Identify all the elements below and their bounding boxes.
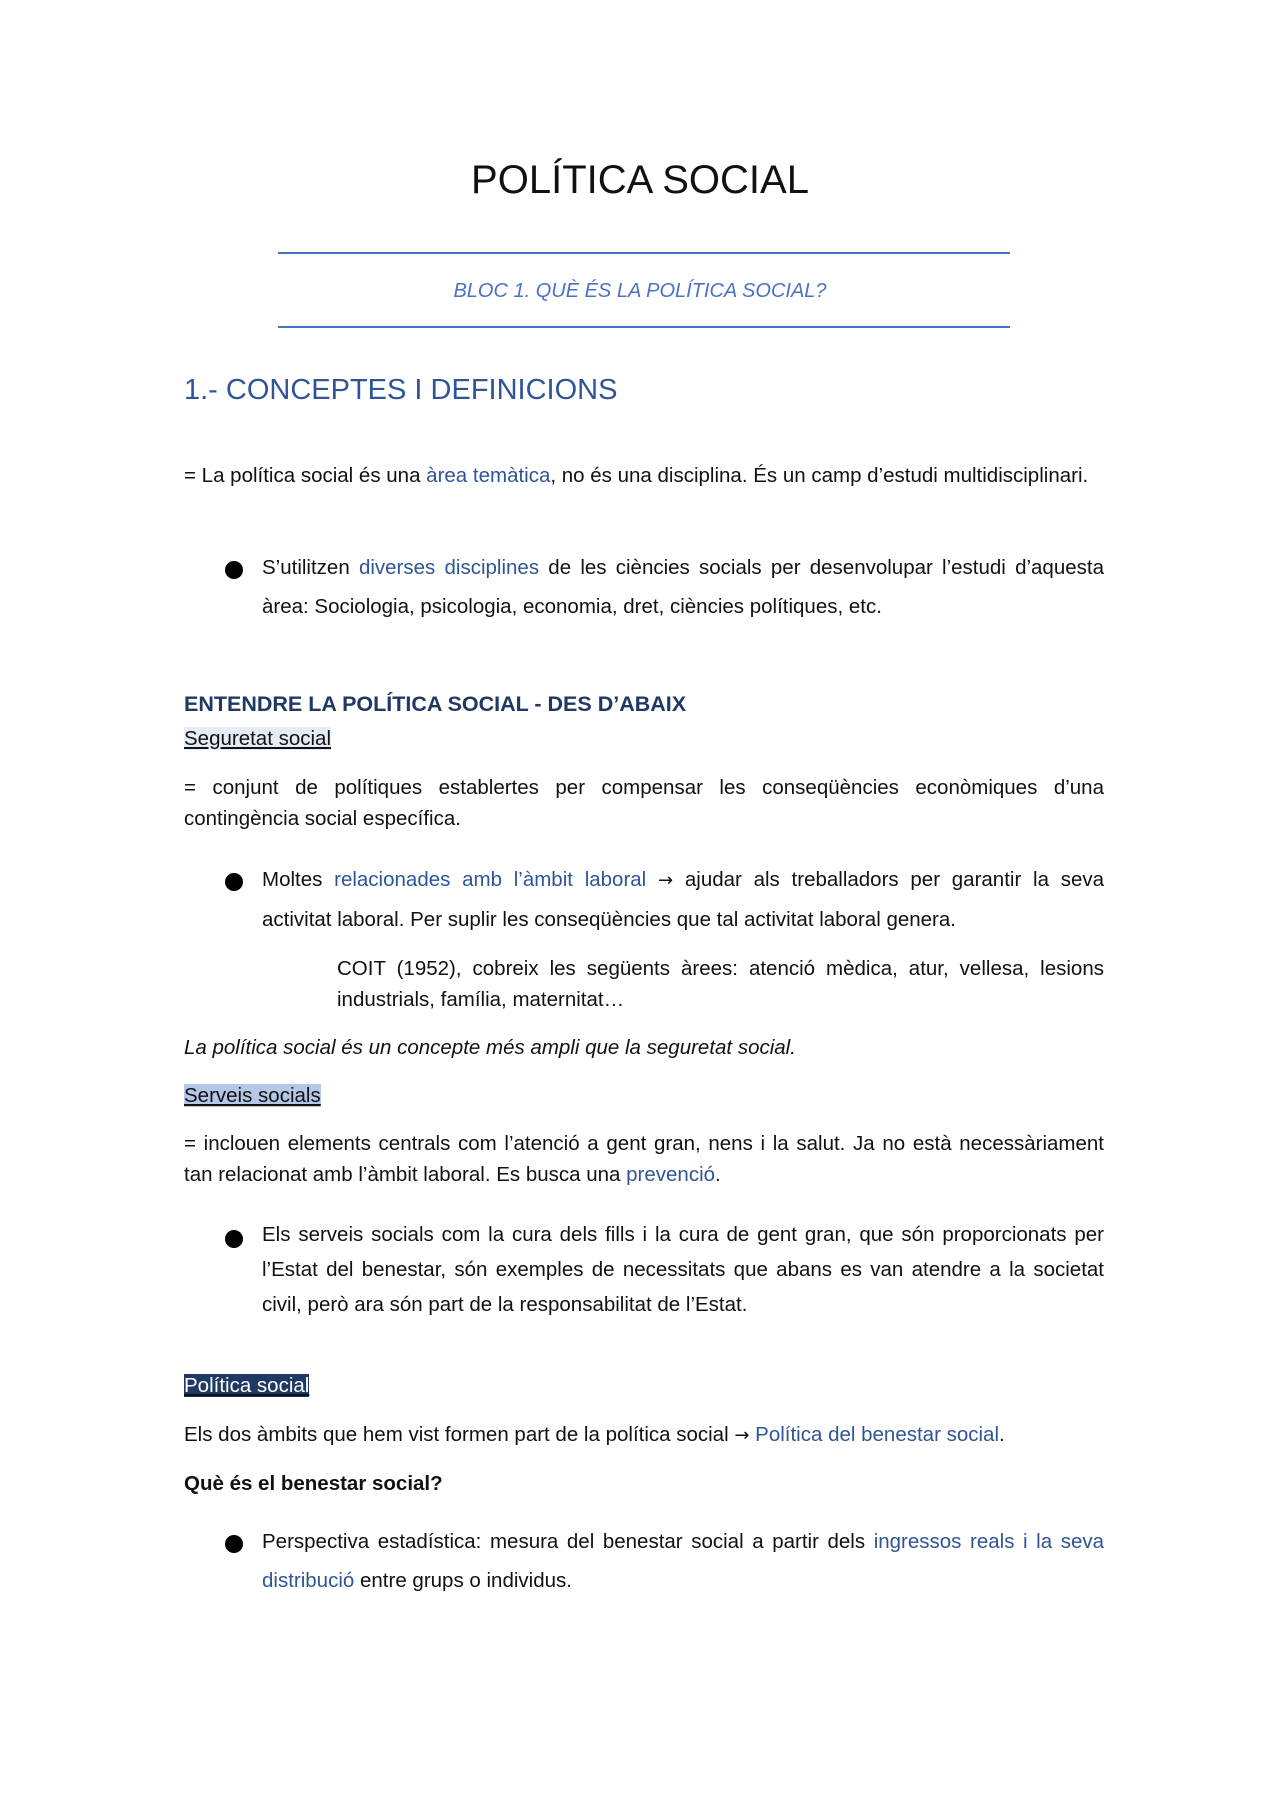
politica-line	[184, 1419, 1104, 1451]
label-text: Seguretat social	[184, 727, 332, 750]
bullet-highlight: diverses disciplines	[358, 556, 540, 579]
definition-highlight: prevenció	[626, 1163, 716, 1186]
definition-text: = inclouen elements centrals com l’atenció a gent gran, nens i la salut. Ja no està necessàriament tan relacionat amb l’àmbit laboral. Es busca una	[184, 1132, 1104, 1186]
bullet-text: Moltes	[262, 868, 335, 891]
bullet-laboral	[262, 860, 1104, 939]
label-text: Política social	[184, 1374, 310, 1397]
label-politica-social	[184, 1372, 309, 1400]
seguretat-definition: = conjunt de polítiques establertes per compensar les conseqüències econòmiques d’una contingència social específica.	[184, 776, 1104, 830]
title-rule-top	[278, 252, 1010, 254]
intro-highlight: àrea temàtica	[426, 464, 551, 487]
bullet-text-end: entre grups o individus.	[354, 1569, 572, 1592]
bullet-dot	[225, 1230, 243, 1248]
line-text: Els dos àmbits que hem vist formen part de la política social	[184, 1423, 735, 1446]
bullet-text: S’utilitzen	[262, 556, 359, 579]
intro-paragraph	[184, 460, 1104, 491]
serveis-definition	[184, 1128, 1104, 1190]
definition-text-end: .	[715, 1163, 721, 1186]
label-serveis-socials	[184, 1082, 321, 1110]
bullet-text-end: de les ciències socials per desenvolupar l’estudi d’aquesta àrea: Sociologia, psicologia, economia, dret, ciències polítiques, etc.	[262, 556, 1104, 618]
bullet-highlight: ingressos reals i la seva distribució	[262, 1530, 1105, 1592]
bullet-dot	[225, 1535, 243, 1553]
document-subtitle: BLOC 1. QUÈ ÉS LA POLÍTICA SOCIAL?	[453, 280, 827, 302]
intro-text: = La política social és una	[184, 464, 427, 487]
arrow-icon: →	[646, 870, 685, 891]
bullet-text: Perspectiva estadística: mesura del benestar social a partir dels	[262, 1530, 874, 1553]
intro-text-end: , no és una disciplina. És un camp d’estudi multidisciplinari.	[550, 464, 1089, 487]
line-text-end: .	[999, 1423, 1005, 1446]
arrow-icon: →	[734, 1425, 756, 1446]
seguretat-note: La política social és un concepte més ampli que la seguretat social.	[184, 1036, 796, 1059]
label-text: Serveis socials	[184, 1084, 321, 1107]
bullet-text-end: ajudar als treballadors per garantir la seva activitat laboral. Per suplir les conseqüències que tal activitat laboral genera.	[262, 868, 1105, 931]
bullet-dot	[225, 873, 243, 891]
bullet-disciplines	[262, 548, 1104, 626]
bullet-serveis: Els serveis socials com la cura dels fills i la cura de gent gran, que són proporcionats per l’Estat del benestar, són exemples de necessitats que abans es van atendre a la societat civil, però ara són part de la responsabilitat de l’Estat.	[262, 1223, 1104, 1316]
section-heading-understand: ENTENDRE LA POLÍTICA SOCIAL - DES D’ABAIX	[184, 692, 687, 716]
benestar-question: Què és el benestar social?	[184, 1472, 443, 1495]
line-highlight: Política del benestar social	[755, 1423, 1000, 1446]
section-heading-concepts: 1.- CONCEPTES I DEFINICIONS	[184, 374, 618, 406]
bullet-dot	[225, 561, 243, 579]
label-seguretat-social	[184, 725, 331, 753]
bullet-highlight: relacionades amb l’àmbit laboral	[334, 868, 647, 891]
bullet-perspectiva	[262, 1522, 1104, 1600]
coit-paragraph: COIT (1952), cobreix les següents àrees: atenció mèdica, atur, vellesa, lesions industrials, família, maternitat…	[337, 957, 1104, 1011]
title-rule-bottom	[278, 326, 1010, 328]
document-title: POLÍTICA SOCIAL	[471, 158, 809, 202]
